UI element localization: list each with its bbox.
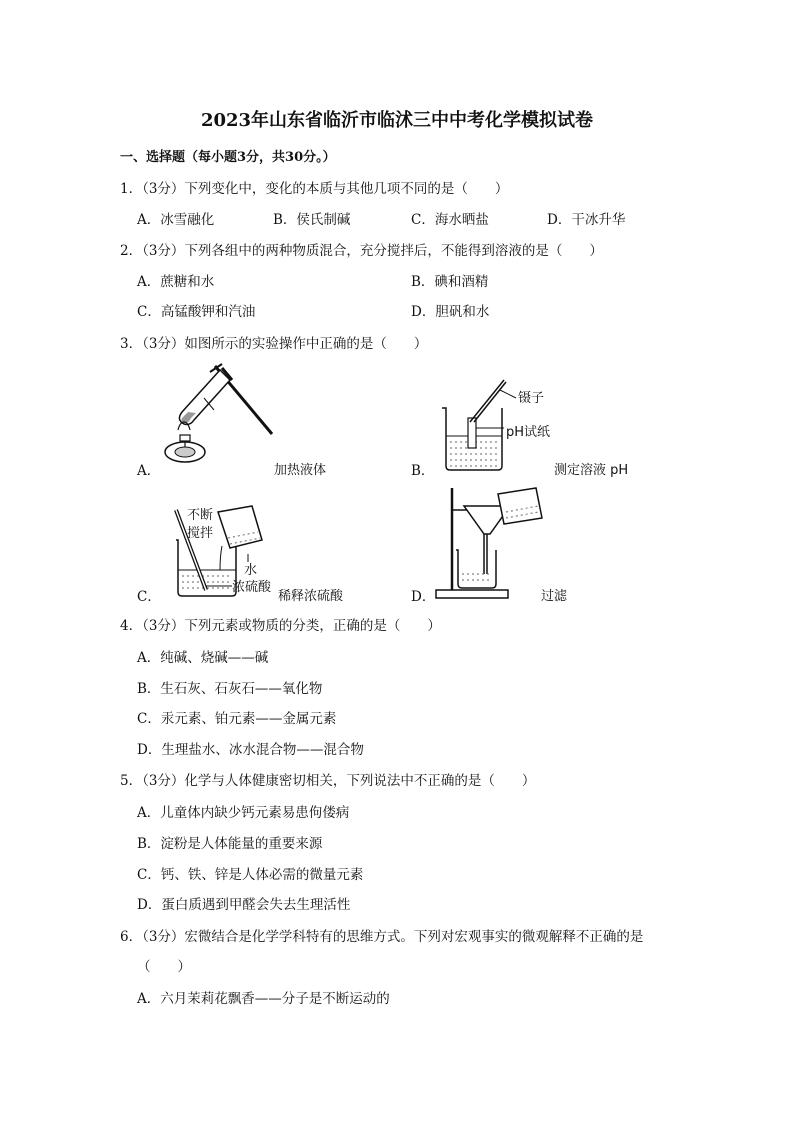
figure-filtration: [432, 484, 552, 602]
question-1-option-c: C．海水晒盐: [411, 212, 489, 228]
question-2-option-a: A．蔗糖和水: [137, 274, 215, 290]
figure-c-stir-label-1: 不断: [187, 508, 214, 523]
question-3-option-c: C．: [137, 589, 161, 605]
question-5-option-d: D．蛋白质遇到甲醛会失去生理活性: [137, 897, 351, 913]
question-2-option-d: D．胆矾和水: [411, 304, 490, 320]
question-4-option-b: B．生石灰、石灰石——氧化物: [137, 681, 323, 697]
question-2-stem: 2．（3分）下列各组中的两种物质混合，充分搅拌后，不能得到溶液的是（ ）: [120, 243, 603, 259]
question-6-stem-continued: （ ）: [137, 959, 191, 975]
figure-b-tweezers-label: 镊子: [518, 391, 545, 406]
question-3-stem: 3．（3分）如图所示的实验操作中正确的是（ ）: [120, 336, 428, 352]
question-6-option-a: A．六月茉莉花飘香——分子是不断运动的: [137, 991, 390, 1007]
question-3-option-a: A．: [137, 463, 161, 479]
page-title: 2023年山东省临沂市临沭三中中考化学模拟试卷: [200, 110, 594, 131]
question-1-option-d: D．干冰升华: [547, 212, 626, 228]
question-4-option-a: A．纯碱、烧碱——碱: [137, 650, 269, 666]
question-1-stem: 1．（3分）下列变化中，变化的本质与其他几项不同的是（ ）: [120, 181, 509, 197]
figure-c-caption: 稀释浓硫酸: [278, 589, 344, 604]
question-1-option-a: A．冰雪融化: [137, 212, 215, 228]
question-4-stem: 4．（3分）下列元素或物质的分类，正确的是（ ）: [120, 618, 441, 634]
question-3-option-b: B．: [411, 463, 435, 479]
question-4-option-d: D．生理盐水、冰水混合物——混合物: [137, 742, 364, 758]
figure-c-stir-label-2: 搅拌: [187, 526, 214, 541]
question-2-option-b: B．碘和酒精: [411, 274, 489, 290]
figure-d-caption: 过滤: [541, 589, 568, 604]
question-5-option-c: C．钙、铁、锌是人体必需的微量元素: [137, 867, 364, 883]
question-5-option-b: B．淀粉是人体能量的重要来源: [137, 836, 323, 852]
question-6-stem: 6．（3分）宏微结合是化学学科特有的思维方式。下列对宏观事实的微观解释不正确的是: [120, 929, 644, 945]
figure-b-paper-label: pH试纸: [506, 425, 551, 440]
question-5-option-a: A．儿童体内缺少钙元素易患佝偻病: [137, 805, 350, 821]
section-heading: 一、选择题（每小题3分，共30分。）: [120, 150, 336, 165]
figure-heating-liquid: [160, 360, 280, 470]
question-2-option-c: C．高锰酸钾和汽油: [137, 304, 256, 320]
question-4-option-c: C．汞元素、铂元素——金属元素: [137, 711, 337, 727]
figure-a-caption: 加热液体: [274, 463, 327, 478]
figure-c-water-label: 水: [244, 563, 258, 578]
question-1-option-b: B．侯氏制碱: [273, 212, 351, 228]
figure-c-acid-label: 浓硫酸: [232, 580, 272, 595]
question-5-stem: 5．（3分）化学与人体健康密切相关，下列说法中不正确的是（ ）: [120, 773, 536, 789]
figure-b-caption: 测定溶液 pH: [554, 463, 629, 478]
question-3-option-d: D．: [411, 589, 436, 605]
